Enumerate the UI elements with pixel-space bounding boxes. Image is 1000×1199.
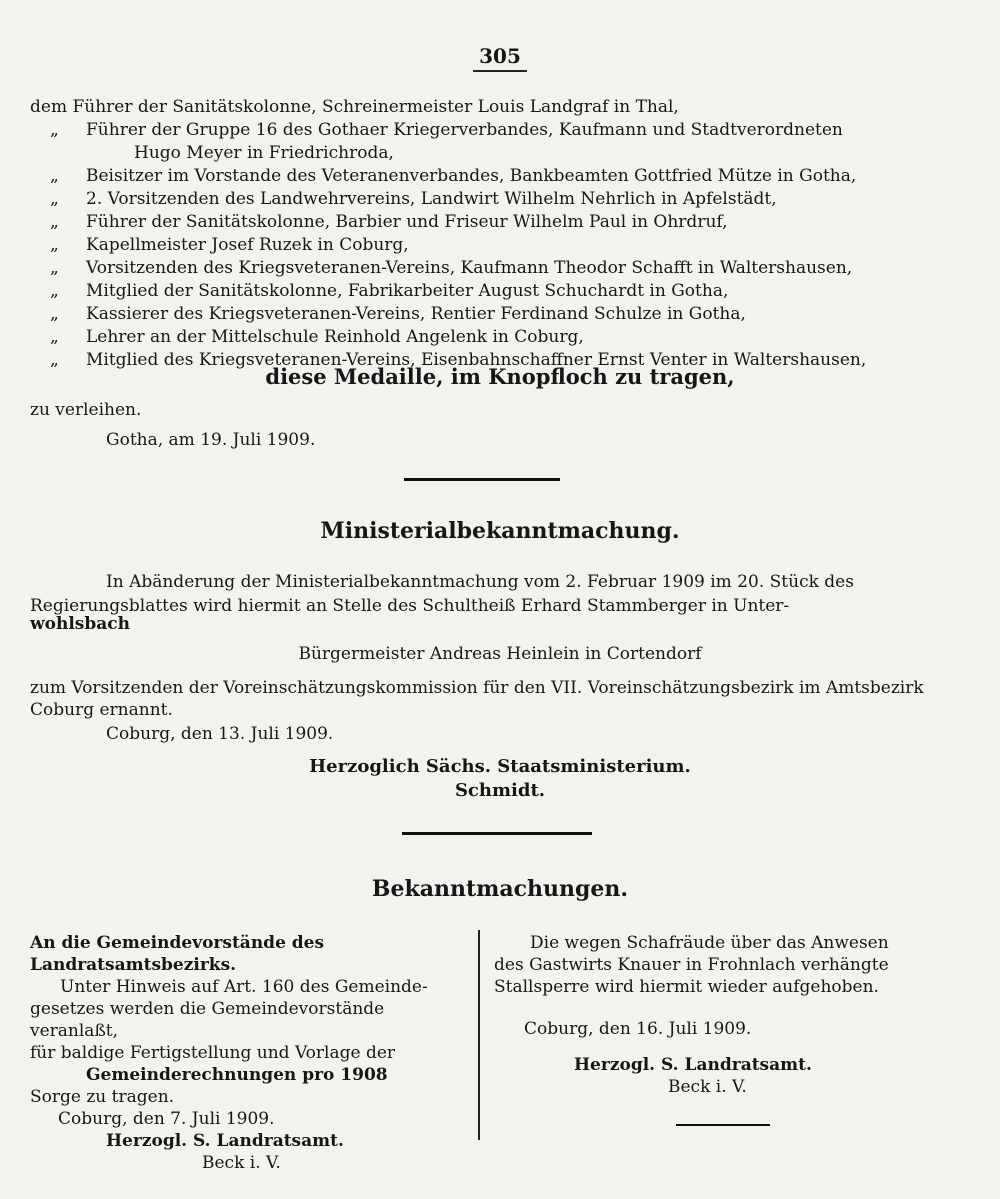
- award-list: [30, 96, 970, 372]
- signature-name: Schmidt.: [454, 780, 546, 801]
- list-item: „ Führer der Sanitätskolonne, Barbier und Friseur Wilhelm Paul in Ohrdruf,: [50, 212, 728, 232]
- signature-office: Herzogl. S. Landratsamt.: [106, 1131, 344, 1151]
- list-item: „ Lehrer an der Mittelschule Reinhold Angelenk in Coburg,: [50, 327, 584, 347]
- section-divider: [676, 1124, 770, 1126]
- list-item: „ Beisitzer im Vorstande des Veteranenverbandes, Bankbeamten Gottfried Mütze in Gotha,: [50, 166, 857, 186]
- announcement-line: des Gastwirts Knauer in Frohnlach verhängte: [494, 955, 889, 975]
- announcement-line: Gemeinderechnungen pro 1908: [86, 1065, 388, 1085]
- lend-text: zu verleihen.: [30, 400, 142, 420]
- signature-name: Beck i. V.: [668, 1077, 747, 1097]
- announcement-title: An die Gemeindevorstände des Landratsamtsbezirks.: [30, 933, 325, 975]
- announcement-line: gesetzes werden die Gemeindevorstände veranlaßt,: [30, 999, 385, 1041]
- medal-line: diese Medaille, im Knopfloch zu tragen,: [265, 364, 735, 389]
- ministerial-line-3: wohlsbach: [30, 614, 130, 634]
- ministerial-line-5: Coburg ernannt.: [30, 700, 173, 720]
- column-divider: [478, 930, 480, 1140]
- signature-office: Herzoglich Sächs. Staatsministerium.: [309, 756, 691, 777]
- list-item: „ Mitglied des Kriegsveteranen-Vereins, Eisenbahnschaffner Ernst Venter in Waltershausen,: [50, 350, 867, 370]
- list-item: „ 2. Vorsitzenden des Landwehrvereins, Landwirt Wilhelm Nehrlich in Apfelstädt,: [50, 189, 777, 209]
- section-divider: [402, 832, 592, 835]
- announcement-line: Stallsperre wird hiermit wieder aufgehoben.: [494, 977, 879, 997]
- list-item: „ Führer der Gruppe 16 des Gothaer Kriegerverbandes, Kaufmann und Stadtverordneten: [50, 120, 843, 140]
- announcement-line: für baldige Fertigstellung und Vorlage der: [30, 1043, 396, 1063]
- section-divider: [404, 478, 560, 481]
- left-announcement: [30, 932, 470, 1174]
- ministerial-heading: Ministerialbekanntmachung.: [320, 518, 680, 544]
- ministerial-line-4: zum Vorsitzenden der Voreinschätzungskommission für den VII. Voreinschätzungsbezirk im Amtsbezirk: [30, 678, 924, 698]
- ministerial-line-2: Regierungsblattes wird hiermit an Stelle des Schultheiß Erhard Stammberger in Unter-: [30, 596, 790, 616]
- place-date: Coburg, den 13. Juli 1909.: [106, 724, 334, 744]
- list-item: „ Kassierer des Kriegsveteranen-Vereins, Rentier Ferdinand Schulze in Gotha,: [50, 304, 746, 324]
- page-number: 305: [0, 44, 1000, 68]
- ministerial-line-1: In Abänderung der Ministerialbekanntmachung vom 2. Februar 1909 im 20. Stück des: [106, 572, 854, 592]
- list-item: dem Führer der Sanitätskolonne, Schreinermeister Louis Landgraf in Thal,: [30, 97, 679, 117]
- announcement-line: Die wegen Schafräude über das Anwesen: [530, 933, 889, 953]
- place-date: Coburg, den 7. Juli 1909.: [58, 1109, 275, 1129]
- appointee: Bürgermeister Andreas Heinlein in Cortendorf: [298, 644, 702, 664]
- announcements-heading: Bekanntmachungen.: [371, 876, 629, 902]
- signature-name: Beck i. V.: [202, 1153, 281, 1173]
- announcement-line: Unter Hinweis auf Art. 160 des Gemeinde-: [60, 977, 428, 997]
- place-date: Coburg, den 16. Juli 1909.: [524, 1019, 752, 1039]
- list-item: „ Kapellmeister Josef Ruzek in Coburg,: [50, 235, 409, 255]
- right-announcement: [494, 932, 964, 1098]
- list-item: „ Vorsitzenden des Kriegsveteranen-Vereins, Kaufmann Theodor Schafft in Waltershausen,: [50, 258, 853, 278]
- list-item: „ Mitglied der Sanitätskolonne, Fabrikarbeiter August Schuchardt in Gotha,: [50, 281, 729, 301]
- signature-office: Herzogl. S. Landratsamt.: [574, 1055, 812, 1075]
- list-item: Hugo Meyer in Friedrichroda,: [134, 143, 394, 163]
- place-date: Gotha, am 19. Juli 1909.: [106, 430, 316, 450]
- announcement-line: Sorge zu tragen.: [30, 1087, 175, 1107]
